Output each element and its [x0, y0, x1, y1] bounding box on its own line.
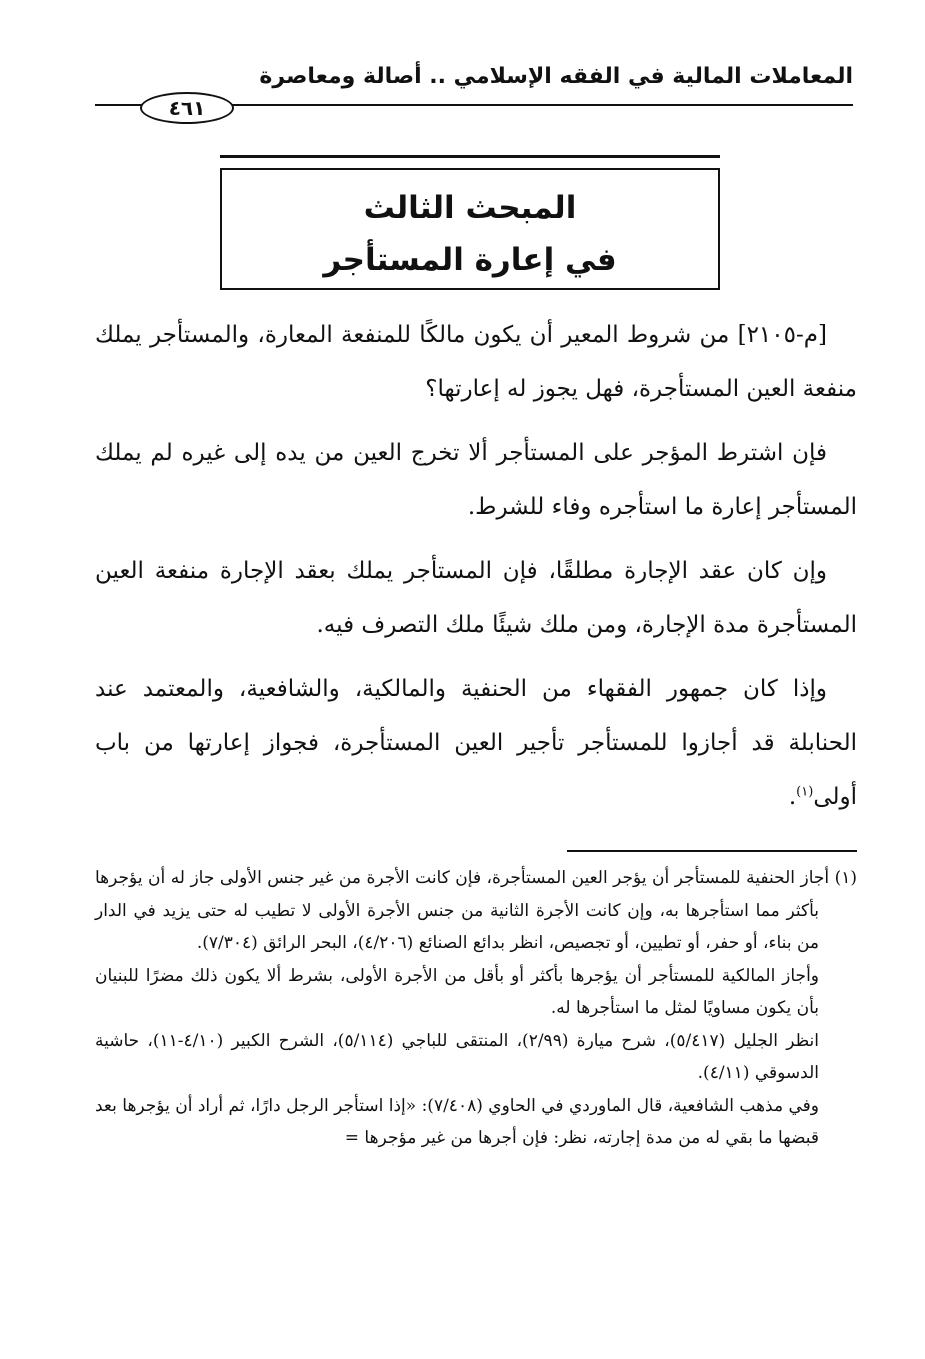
footnotes-block: [95, 862, 857, 1155]
section-title-line-2: في إعارة المستأجر: [323, 242, 617, 278]
section-title-frame: [220, 155, 720, 290]
footnote-1-shafii: وفي مذهب الشافعية، قال الماوردي في الحاوي (٧/٤٠٨): «إذا استأجر الرجل دارًا، ثم أراد أن يؤجرها بعد قبضها ما بقي له من مدة إجارته، نظر: فإن أجرها من غير مؤجرها =: [95, 1095, 819, 1148]
footnote-reference[interactable]: (١): [796, 784, 814, 800]
footnote-separator: [567, 850, 857, 852]
paragraph-4: [95, 662, 857, 824]
main-text: [95, 308, 857, 834]
paragraph-4-text: وإذا كان جمهور الفقهاء من الحنفية والمالكية، والشافعية، والمعتمد عند الحنابلة قد أجازوا للمستأجر تأجير العين المستأجرة، فجواز إعارتها من باب أولى: [95, 676, 857, 810]
footnote-1: (١) أجاز الحنفية للمستأجر أن يؤجر العين المستأجرة، فإن كانت الأجرة من غير جنس الأولى جاز له أن يؤجرها بأكثر مما استأجرها به، وإن كانت الأجرة الثانية من جنس الأجرة الأولى لا تطيب له حتى يزيد في الدار من بناء، أو حفر، أو تطيين، أو تجصيص، انظر بدائع الصنائع (٤/٢٠٦)، البحر الرائق (٧/٣٠٤).: [95, 868, 857, 953]
paragraph-2: فإن اشترط المؤجر على المستأجر ألا تخرج العين من يده إلى غيره لم يملك المستأجر إعارة ما استأجره وفاء للشرط.: [95, 440, 857, 520]
section-title-line-1: المبحث الثالث: [363, 190, 577, 226]
paragraph-1: [م-٢١٠٥] من شروط المعير أن يكون مالكًا للمنفعة المعارة، والمستأجر يملك منفعة العين المستأجرة، فهل يجوز له إعارتها؟: [95, 322, 857, 402]
section-title-box: [220, 168, 720, 290]
running-header-title: المعاملات المالية في الفقه الإسلامي .. أصالة ومعاصرة: [259, 64, 853, 89]
paragraph-4-end: .: [788, 784, 797, 810]
paragraph-3: وإن كان عقد الإجارة مطلقًا، فإن المستأجر يملك بعقد الإجارة منفعة العين المستأجرة مدة الإجارة، ومن ملك شيئًا ملك التصرف فيه.: [95, 558, 857, 638]
footnote-1-maliki-refs: انظر الجليل (٥/٤١٧)، شرح ميارة (٢/٩٩)، المنتقى للباجي (٥/١١٤)، الشرح الكبير (٤/١٠-١١)، حاشية الدسوقي (٤/١١).: [95, 1030, 820, 1083]
footnote-1-maliki: وأجاز المالكية للمستأجر أن يؤجرها بأكثر أو بأقل من الأجرة الأولى، بشرط ألا يكون ذلك مضرًا للبنيان بأن يكون مساويًا لمثل ما استأجرها له.: [95, 965, 819, 1018]
page-number-badge: ٤٦١: [140, 92, 234, 124]
